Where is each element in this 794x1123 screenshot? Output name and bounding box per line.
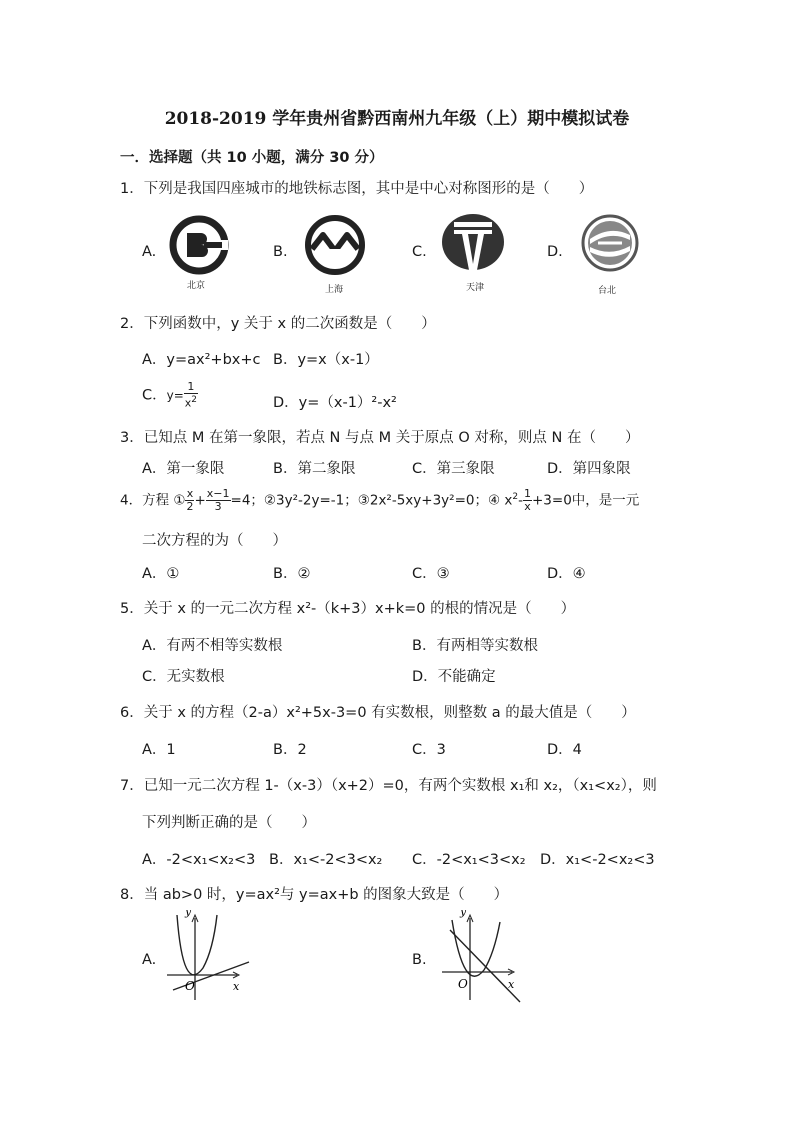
- q6-option-b[interactable]: B．2: [273, 742, 307, 758]
- graph-b-line: [450, 930, 520, 1002]
- q2-option-d[interactable]: D．y=（x-1）²-x²: [273, 395, 397, 411]
- page-title: 2018-2019 学年贵州省黔西南州九年级（上）期中模拟试卷: [164, 109, 630, 129]
- shanghai-metro-logo: [303, 213, 367, 277]
- q6-option-a[interactable]: A．1: [142, 742, 176, 758]
- beijing-subway-logo: [168, 214, 230, 276]
- q3-option-b[interactable]: B．第二象限: [273, 461, 356, 477]
- graph-b-origin: O: [458, 977, 468, 991]
- q8-label-b[interactable]: B.: [412, 952, 427, 968]
- q8-label-a[interactable]: A.: [142, 952, 157, 968]
- q1-label-c[interactable]: C.: [412, 244, 427, 260]
- question-7-line1: 7．已知一元二次方程 1-（x-3）（x+2）=0，有两个实数根 x₁和 x₂，（x₁<x₂），则: [120, 778, 657, 794]
- q5-option-a[interactable]: A．有两不相等实数根: [142, 638, 283, 654]
- q7-option-d[interactable]: D．x₁<-2<x₂<3: [540, 852, 655, 868]
- taipei-metro-logo: [578, 213, 642, 275]
- question-8-stem: 8．当 ab>0 时，y=ax²与 y=ax+b 的图象大致是（ ）: [120, 887, 509, 903]
- q1-caption-beijing: 北京: [187, 281, 206, 291]
- graph-a-y-label: y: [185, 910, 192, 918]
- q2-option-c[interactable]: [142, 381, 198, 410]
- q1-label-d[interactable]: D.: [547, 244, 563, 260]
- question-6-stem: 6．关于 x 的方程（2-a）x²+5x-3=0 有实数根，则整数 a 的最大值是（ ）: [120, 705, 636, 721]
- q1-label-b[interactable]: B.: [273, 244, 288, 260]
- q4-option-c[interactable]: C．③: [412, 566, 450, 582]
- q4-option-a[interactable]: A．①: [142, 566, 180, 582]
- q7-option-b[interactable]: B．x₁<-2<3<x₂: [269, 852, 383, 868]
- section-heading: 一．选择题（共 10 小题，满分 30 分）: [120, 150, 384, 166]
- graph-a-origin: O: [185, 979, 195, 993]
- q5-option-d[interactable]: D．不能确定: [412, 669, 496, 685]
- q1-caption-shanghai: 上海: [325, 285, 344, 295]
- q2-c-label: C．: [142, 387, 167, 404]
- q1-caption-tianjin: 天津: [466, 283, 485, 293]
- q2-option-b[interactable]: B．y=x（x-1）: [273, 352, 379, 368]
- graph-b-y-label: y: [460, 910, 467, 918]
- graph-b-parabola: [452, 920, 500, 976]
- question-3-stem: 3．已知点 M 在第一象限，若点 N 与点 M 关于原点 O 对称，则点 N 在（ ）: [120, 430, 640, 446]
- question-4-stem: 4．方程 ① $\frac{x}{2}$ + $\frac{x-1}{3}$ =4；②3y²-2y=-1；③2x²-5xy+3y²=0；④ $x^2-$ $\frac{1}{x}$ +3=0中，是一元: [120, 487, 640, 513]
- q2-c-pre: y=: [166, 388, 184, 403]
- q4-option-b[interactable]: B．②: [273, 566, 311, 582]
- q7-option-c[interactable]: C．-2<x₁<3<x₂: [412, 852, 526, 868]
- q3-option-d[interactable]: D．第四象限: [547, 461, 631, 477]
- graph-b-x-label: x: [508, 978, 515, 991]
- q3-option-c[interactable]: C．第三象限: [412, 461, 495, 477]
- tianjin-metro-logo: [440, 212, 506, 274]
- q2-option-a[interactable]: A．y=ax²+bx+c: [142, 352, 261, 368]
- graph-a-x-label: x: [233, 980, 240, 993]
- q6-option-c[interactable]: C．3: [412, 742, 446, 758]
- question-2-stem: 2．下列函数中，y 关于 x 的二次函数是（ ）: [120, 316, 436, 332]
- graph-a-parabola: [177, 915, 217, 975]
- q7-option-a[interactable]: A．-2<x₁<x₂<3: [142, 852, 256, 868]
- question-5-stem: 5．关于 x 的一元二次方程 x²-（k+3）x+k=0 的根的情况是（ ）: [120, 601, 576, 617]
- q8-graph-b: [440, 910, 530, 1005]
- q3-option-a[interactable]: A．第一象限: [142, 461, 225, 477]
- q5-option-b[interactable]: B．有两相等实数根: [412, 638, 538, 654]
- q4-option-d[interactable]: D．④: [547, 566, 586, 582]
- question-7-line2: 下列判断正确的是（ ）: [142, 815, 316, 831]
- question-4-line2: 二次方程的为（ ）: [142, 533, 287, 549]
- q5-option-c[interactable]: C．无实数根: [142, 669, 225, 685]
- q6-option-d[interactable]: D．4: [547, 742, 582, 758]
- q2-c-fraction: $\frac{1}{x^2}$: [184, 380, 198, 410]
- question-1-stem: 1．下列是我国四座城市的地铁标志图，其中是中心对称图形的是（ ）: [120, 181, 594, 197]
- q1-label-a[interactable]: A.: [142, 244, 157, 260]
- q1-caption-taipei: 台北: [598, 286, 617, 296]
- q8-graph-a: [165, 910, 255, 1005]
